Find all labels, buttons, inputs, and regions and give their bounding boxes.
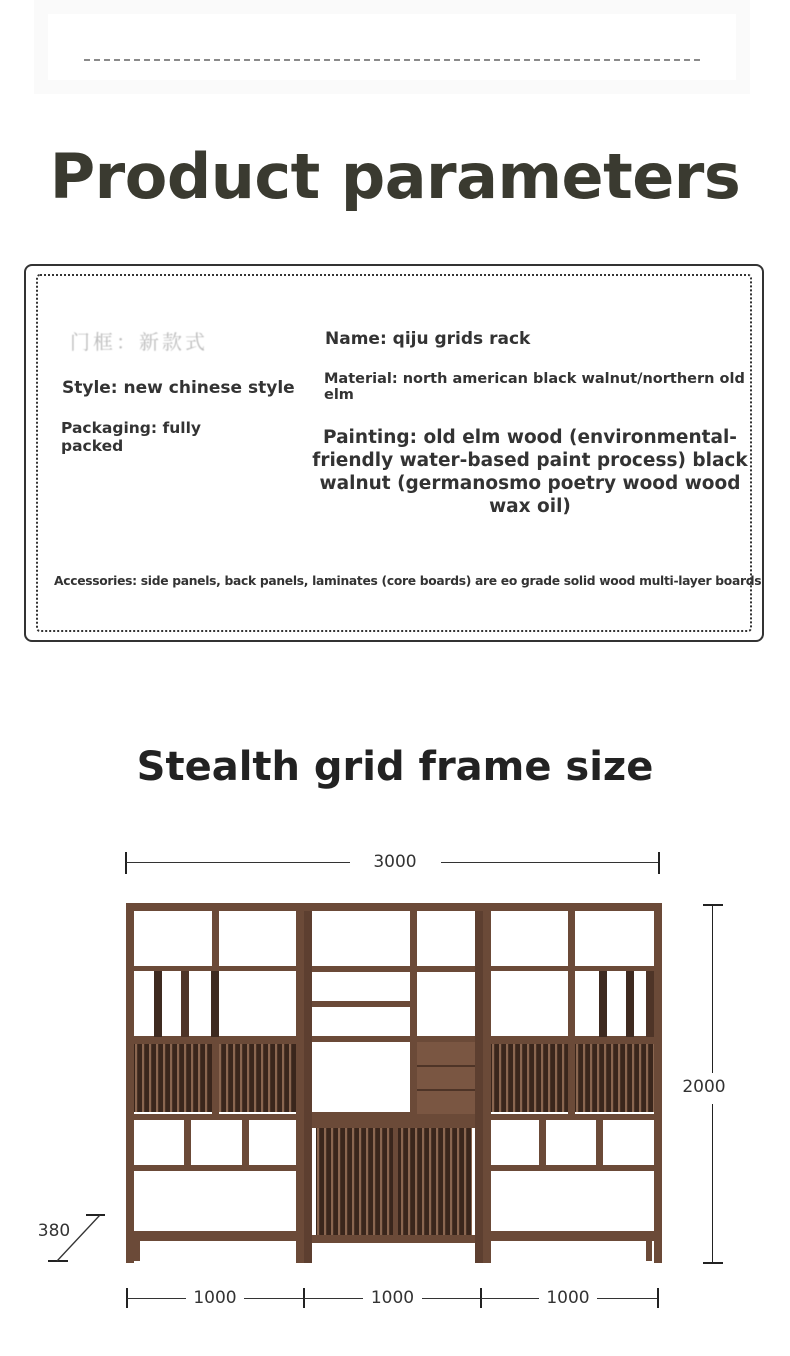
dim-line [441,862,659,863]
param-painting: Painting: old elm wood (environmental-friendly water-based paint process) black walnut (germanosmo poetry wood wood wax oil) [312,427,748,517]
dim-line [126,862,350,863]
dim-line [244,1298,303,1299]
dashed-divider [84,59,700,61]
faded-label: 门框：新款式 [70,330,208,354]
dim-tick [125,852,127,874]
page-title: Product parameters [49,140,741,213]
depth-label: 380 [37,1221,71,1241]
module-width-label: 1000 [365,1288,420,1308]
dim-tick [657,1288,659,1308]
overall-width-label: 3000 [360,852,430,872]
dim-tick [703,1262,723,1264]
shelf-illustration [126,903,662,1263]
dim-tick [658,852,660,874]
module-width-label: 1000 [541,1288,595,1308]
param-material: Material: north american black walnut/northern old elm [324,371,745,403]
param-style: Style: new chinese style [62,378,295,398]
param-accessories: Accessories: side panels, back panels, laminates (core boards) are eo grade solid wood multi-layer boards [54,574,762,588]
param-packaging: Packaging: fully packed [61,419,201,455]
dim-line [481,1298,539,1299]
dim-line [304,1298,363,1299]
dim-line [597,1298,657,1299]
dim-line [127,1298,186,1299]
height-label: 2000 [678,1077,730,1097]
dim-tick [703,904,723,906]
dim-line [712,1104,713,1262]
param-name: Name: qiju grids rack [325,329,531,349]
top-banner [48,14,736,80]
section-title: Stealth grid frame size [136,744,654,790]
dim-line [712,905,713,1073]
dim-line [422,1298,480,1299]
module-width-label: 1000 [188,1288,242,1308]
